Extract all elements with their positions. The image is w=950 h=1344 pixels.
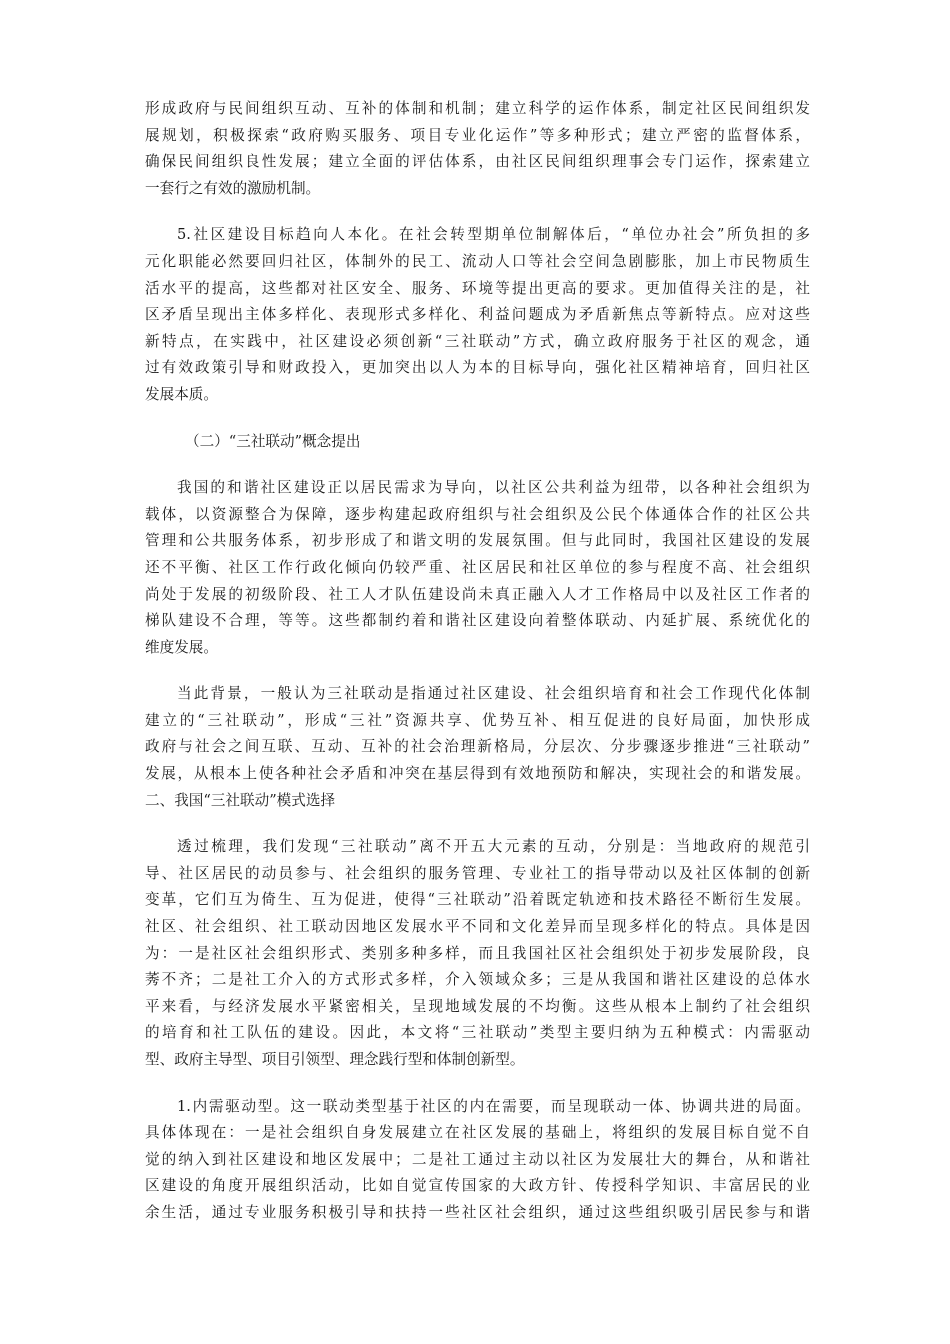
paragraph-mechanism <box>145 96 810 202</box>
text-line: 活水平的提高，这些都对社区安全、服务、环境等提出更高的要求。更加值得关注的是，社 <box>145 279 810 297</box>
text-line: 变革，它们互为倚生、互为促进，使得“三社联动”沿着既定轨迹和技术路径不断衍生发展。 <box>145 891 810 909</box>
text-line: 政府与社会之间互联、互动、互补的社会治理新格局，分层次、分步骤逐步推进“三社联动” <box>145 738 810 756</box>
text-line: 维度发展。 <box>145 638 218 656</box>
text-line: 尚处于发展的初级阶段、社工人才队伍建设尚未真正融入人才工作格局中以及社区工作者的 <box>145 585 810 603</box>
text-line: 载体，以资源整合为保障，逐步构建起政府组织与社会组织及公民个体通体合作的社区公共 <box>145 505 810 523</box>
text-line: 1.内需驱动型。这一联动类型基于社区的内在需要，而呈现联动一体、协调共进的局面。 <box>177 1097 810 1115</box>
text-line: 建立的“三社联动”，形成“三社”资源共享、优势互补、相互促进的良好局面，加快形成 <box>145 711 810 729</box>
text-line: 我国的和谐社区建设正以居民需求为导向，以社区公共利益为纽带，以各种社会组织为 <box>177 479 810 497</box>
document-page <box>145 96 810 1227</box>
paragraph-background <box>145 681 810 814</box>
text-line: 新特点，在实践中，社区建设必须创新“三社联动”方式，确立政府服务于社区的观念，通 <box>145 332 810 350</box>
text-line: 莠不齐；二是社工介入的方式形式多样，介入领域众多；三是从我国和谐社区建设的总体水 <box>145 971 810 989</box>
paragraph-five-elements <box>145 834 810 1073</box>
text-line: 一套行之有效的激励机制。 <box>145 179 321 197</box>
paragraph-harmonious-community <box>145 475 810 661</box>
text-line: 发展本质。 <box>145 385 218 403</box>
text-line: 展规划，积极探索“政府购买服务、项目专业化运作”等多种形式；建立严密的监督体系， <box>145 126 810 144</box>
text-line: 形成政府与民间组织互动、互补的体制和机制；建立科学的运作体系，制定社区民间组织发 <box>145 100 810 117</box>
text-line: 管理和公共服务体系，初步形成了和谐文明的发展氛围。但与此同时，我国社区建设的发展 <box>145 532 810 550</box>
paragraph-demand-driven <box>145 1094 810 1227</box>
text-line: 导、社区居民的动员参与、社会组织的服务管理、专业社工的指导带动以及社区体制的创新 <box>145 864 810 882</box>
heading-text: （二）“三社联动”概念提出 <box>185 432 361 450</box>
text-line: 透过梳理，我们发现“三社联动”离不开五大元素的互动，分别是：当地政府的规范引 <box>177 838 810 856</box>
text-line: 平来看，与经济发展水平紧密相关，呈现地域发展的不均衡。这些从根本上制约了社会组织 <box>145 997 810 1015</box>
text-line: 型、政府主导型、项目引领型、理念践行型和体制创新型。 <box>145 1051 525 1068</box>
text-line: 觉的纳入到社区建设和地区发展中；二是社工通过主动以社区为发展壮大的舞台，从和谐社 <box>145 1150 810 1168</box>
text-line: 区建设的角度开展组织活动，比如自觉宣传国家的大政方针、传授科学知识、丰富居民的业 <box>145 1177 810 1195</box>
text-line: 的培育和社工队伍的建设。因此，本文将“三社联动”类型主要归纳为五种模式：内需驱动 <box>145 1024 810 1042</box>
paragraph-humanization <box>145 222 810 408</box>
text-line: 确保民间组织良性发展；建立全面的评估体系，由社区民间组织理事会专门运作，探索建立 <box>145 153 810 171</box>
text-line: 区矛盾呈现出主体多样化、表现形式多样化、利益问题成为矛盾新焦点等新特点。应对这些 <box>145 306 810 324</box>
text-line: 为：一是社区社会组织形式、类别多种多样，而且我国社区社会组织处于初步发展阶段，良 <box>145 944 810 962</box>
text-line: 具体体现在：一是社会组织自身发展建立在社区发展的基础上，将组织的发展目标自觉不自 <box>145 1124 810 1142</box>
text-line: 元化职能必然要回归社区，体制外的民工、流动人口等社会空间急剧膨胀，加上市民物质生 <box>145 252 810 270</box>
text-line: 梯队建设不合理，等等。这些都制约着和谐社区建设向着整体联动、内延扩展、系统优化的 <box>145 612 810 630</box>
text-line: 还不平衡、社区工作行政化倾向仍较严重、社区居民和社区单位的参与程度不高、社会组织 <box>145 558 810 576</box>
text-line: 社区、社会组织、社工联动因地区发展水平不同和文化差异而呈现多样化的特点。具体是因 <box>145 918 810 936</box>
text-line: 5.社区建设目标趋向人本化。在社会转型期单位制解体后，“单位办社会”所负担的多 <box>177 226 810 244</box>
text-line: 当此背景，一般认为三社联动是指通过社区建设、社会组织培育和社会工作现代化体制 <box>177 685 810 703</box>
section-heading-text: 二、我国“三社联动”模式选择 <box>145 791 336 809</box>
text-line: 过有效政策引导和财政投入，更加突出以人为本的目标导向，强化社区精神培育，回归社区 <box>145 359 810 377</box>
text-line: 发展，从根本上使各种社会矛盾和冲突在基层得到有效地预防和解决，实现社会的和谐发展。 <box>145 765 810 783</box>
section-heading <box>145 429 810 456</box>
text-line: 余生活，通过专业服务积极引导和扶持一些社区社会组织，通过这些组织吸引居民参与和谐 <box>145 1203 810 1221</box>
